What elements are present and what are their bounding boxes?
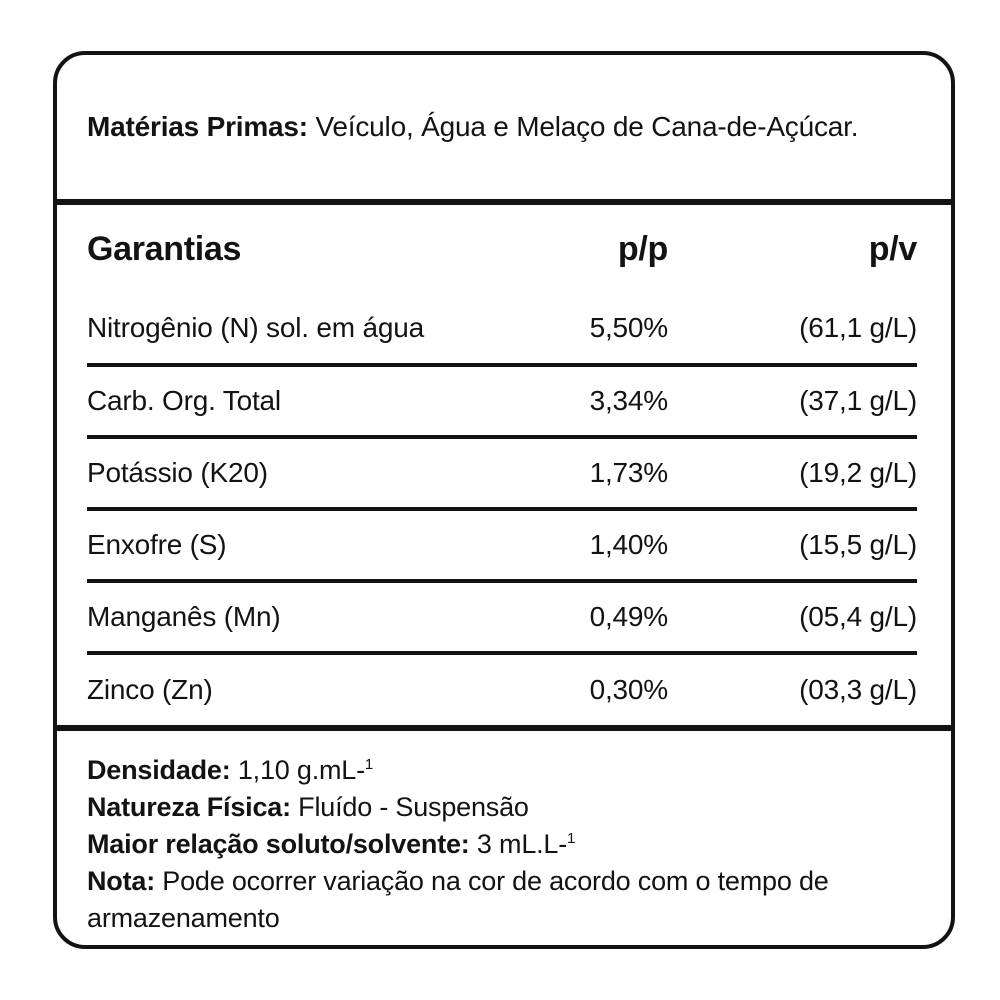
nutrient-pv-value: (15,5 g/L) <box>668 509 917 581</box>
nutrient-pp-value: 0,49% <box>502 581 668 653</box>
nutrient-pp-value: 1,73% <box>502 437 668 509</box>
density-superscript: 1 <box>364 756 374 773</box>
nutrient-name: Zinco (Zn) <box>87 674 213 705</box>
nutrient-pp-value: 5,50% <box>502 293 668 365</box>
nutrient-pp-value: 3,34% <box>502 365 668 437</box>
nutrient-pp-value: 1,40% <box>502 509 668 581</box>
density-label: Densidade: <box>87 755 231 785</box>
solute-solvent-value: 3 mL.L- <box>469 829 568 859</box>
nutrient-name: Enxofre (S) <box>87 509 502 581</box>
guarantees-header-row <box>87 205 917 293</box>
table-row <box>87 437 917 509</box>
density-line <box>87 752 891 789</box>
table-row <box>87 509 917 581</box>
guarantees-table <box>87 205 917 725</box>
table-row <box>87 581 917 653</box>
column-header-pv: p/v <box>868 229 917 268</box>
column-header-pp: p/p <box>617 229 668 268</box>
properties-section <box>57 731 951 945</box>
nutrient-name: Nitrogênio (N) sol. em água <box>87 293 502 365</box>
solute-solvent-line <box>87 826 891 863</box>
guarantees-section <box>57 205 951 731</box>
physical-nature-label: Natureza Física: <box>87 792 291 822</box>
nutrient-name: Potássio (K20) <box>87 437 502 509</box>
nutrient-name: Manganês (Mn) <box>87 581 502 653</box>
table-row <box>87 365 917 437</box>
raw-materials-label: Matérias Primas: <box>87 111 308 142</box>
solute-solvent-superscript: 1 <box>567 830 576 847</box>
raw-materials-line <box>87 111 858 143</box>
raw-materials-value: Veículo, Água e Melaço de Cana-de-Açúcar. <box>307 111 859 142</box>
product-label-card <box>53 51 955 949</box>
table-row <box>87 293 917 365</box>
density-value: 1,10 g.mL- <box>230 755 365 785</box>
note-label: Nota: <box>87 866 155 896</box>
table-row <box>87 653 917 725</box>
physical-nature-value: Fluído - Suspensão <box>290 792 529 822</box>
nutrient-name: Carb. Org. Total <box>87 365 502 437</box>
nutrient-pv-value: (19,2 g/L) <box>668 437 917 509</box>
note-line <box>87 863 891 937</box>
nutrient-pv-value: (37,1 g/L) <box>668 365 917 437</box>
nutrient-pv-value: (03,3 g/L) <box>799 674 917 705</box>
solute-solvent-label: Maior relação soluto/solvente: <box>87 829 470 859</box>
physical-nature-line <box>87 789 891 826</box>
note-value: Pode ocorrer variação na cor de acordo com o tempo de armazenamento <box>87 866 829 933</box>
raw-materials-section <box>57 55 951 205</box>
nutrient-pp-value: 0,30% <box>589 674 668 705</box>
nutrient-pv-value: (05,4 g/L) <box>668 581 917 653</box>
nutrient-pv-value: (61,1 g/L) <box>668 293 917 365</box>
guarantees-title: Garantias <box>87 229 242 268</box>
